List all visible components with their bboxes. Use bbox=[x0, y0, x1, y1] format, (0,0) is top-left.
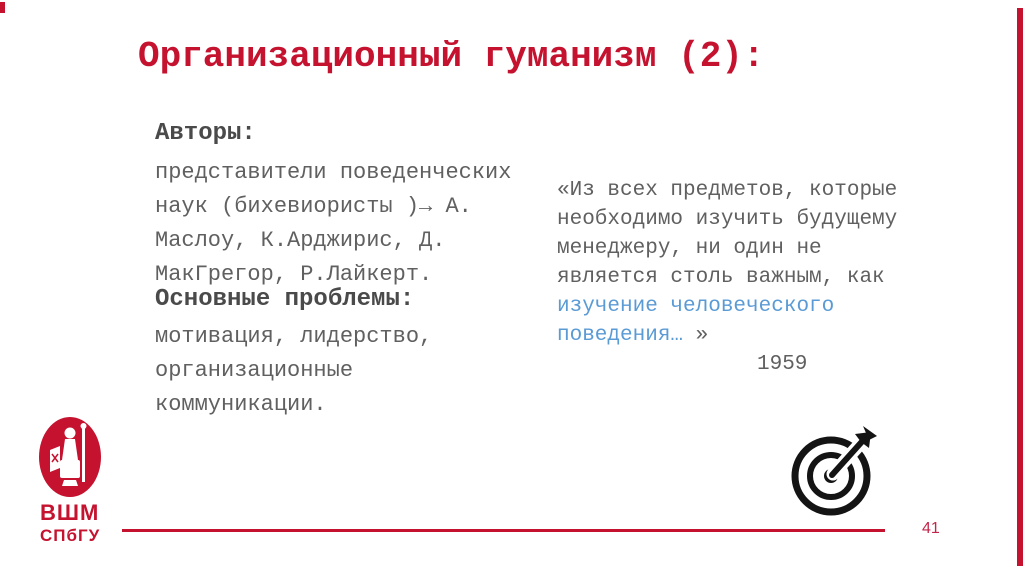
quote-line-highlighted bbox=[557, 321, 947, 350]
right-accent-bar bbox=[1017, 8, 1023, 566]
quote-line: необходимо изучить будущему bbox=[557, 208, 898, 231]
quote-year: 1959 bbox=[757, 353, 808, 376]
problems-line: мотивация, лидерство, bbox=[155, 324, 433, 349]
authors-line: Маслоу, К.Арджирис, Д. bbox=[155, 228, 446, 253]
problems-line: организационные bbox=[155, 358, 354, 383]
authors-text bbox=[155, 156, 555, 292]
footer-divider bbox=[122, 529, 885, 532]
authors-line: МакГрегор, Р.Лайкерт. bbox=[155, 262, 433, 287]
problems-text bbox=[155, 320, 555, 422]
university-logo bbox=[38, 416, 128, 500]
logo-text-line2: СПбГУ bbox=[40, 526, 101, 545]
problems-line: коммуникации. bbox=[155, 392, 327, 417]
quote-closing-mark: » bbox=[683, 324, 709, 347]
quote-block bbox=[557, 176, 947, 379]
problems-heading: Основные проблемы: bbox=[155, 286, 415, 313]
slide-title: Организационный гуманизм (2): bbox=[138, 36, 765, 77]
corner-accent-mark bbox=[0, 2, 5, 13]
quote-line: менеджеру, ни один не bbox=[557, 237, 822, 260]
page-number: 41 bbox=[922, 520, 940, 537]
authors-heading: Авторы: bbox=[155, 120, 256, 147]
target-icon bbox=[785, 424, 881, 520]
quote-line-highlighted: изучение человеческого bbox=[557, 295, 835, 318]
quote-highlight-text: поведения… bbox=[557, 324, 684, 347]
logo-text-line1: ВШМ bbox=[40, 500, 100, 525]
authors-line: представители поведенческих bbox=[155, 160, 512, 185]
university-emblem-icon bbox=[38, 416, 104, 500]
authors-line: наук (бихевиористы )→ А. bbox=[155, 194, 472, 219]
quote-line: «Из всех предметов, которые bbox=[557, 179, 898, 202]
quote-line: является столь важным, как bbox=[557, 266, 885, 289]
